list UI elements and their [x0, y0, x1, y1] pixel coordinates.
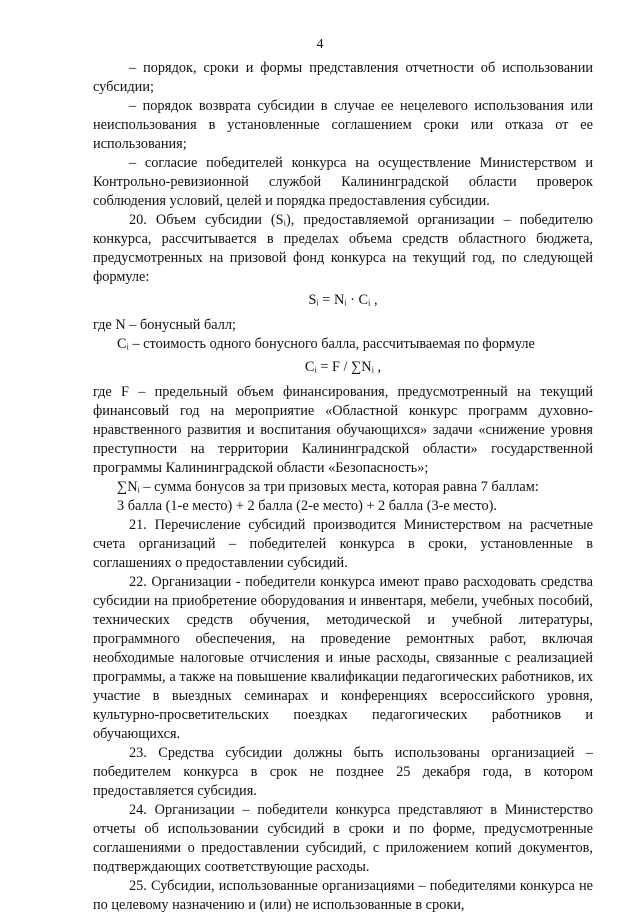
paragraph-item-21: 21. Перечисление субсидий производится Министерством на расчетные счета организаций – победителей конкурса в сроки, установленные в соглашениях о предоставлении субсидий. — [93, 517, 593, 571]
paragraph-consent-inspection: – согласие победителей конкурса на осуществление Министерством и Контрольно-ревизионной службой Калининградской области проверок соблюдения условий, целей и порядка предоставления субсидии. — [93, 155, 593, 209]
formula-cost: Cᵢ = F / ∑Nᵢ , — [304, 359, 382, 375]
document-body — [93, 59, 593, 915]
definition-sum-n: ∑Nᵢ – сумма бонусов за три призовых места, которая равна 7 баллам: — [117, 479, 539, 495]
paragraph-item-24: 24. Организации – победители конкурса представляют в Министерство отчеты об использовании субсидий в сроки и по форме, предусмотренные соглашениями о предоставлении субсидий, с приложением копий документов, подтверждающих соответствующие расходы. — [93, 802, 593, 875]
page-number: 4 — [316, 37, 324, 52]
formula-subsidy: Sᵢ = Nᵢ · Cᵢ , — [308, 292, 378, 308]
bonus-breakdown: 3 балла (1-е место) + 2 балла (2-е место) + 2 балла (3-е место). — [117, 498, 497, 514]
definition-n: где N – бонусный балл; — [93, 317, 237, 333]
definition-f: где F – предельный объем финансирования, предусмотренный на текущий финансовый год на мероприятие «Областной конкурс программ духовно-нравственного развития и воспитания обучающихся» задачи «снижение уровня преступности на территории Калининградской области» государственной программы Калининградской области «Безопасность»; — [93, 384, 593, 476]
paragraph-item-22: 22. Организации - победители конкурса имеют право расходовать средства субсидии на приобретение оборудования и инвентаря, мебели, учебных пособий, технических средств обучения, методической и учебной литературы, программного обеспечения, на проведение ремонтных работ, включая необходимые налоговые отчисления и иные расходы, связанные с реализацией программы, а также на повышение квалификации педагогических работников, их участие в выездных семинарах и конференциях всероссийского уровня, культурно-просветительских поездках педагогических работников и обучающихся. — [93, 574, 593, 742]
paragraph-item-25: 25. Субсидии, использованные организациями – победителями конкурса не по целевому назначению и (или) не использованные в сроки, — [93, 878, 593, 913]
paragraph-item-23: 23. Средства субсидии должны быть использованы организацией – победителем конкурса в срок не позднее 25 декабря года, в котором предоставляется субсидия. — [93, 745, 593, 799]
definition-c: Cᵢ – стоимость одного бонусного балла, рассчитываемая по формуле — [117, 336, 535, 352]
paragraph-return-order: – порядок возврата субсидии в случае ее нецелевого использования или неиспользования в установленные соглашением сроки или отказа от ее использования; — [93, 98, 593, 152]
paragraph-item-20: 20. Объем субсидии (Sᵢ), предоставляемой организации – победителю конкурса, рассчитывается в пределах объема средств областного бюджета, предусмотренных на призовой фонд конкурса на текущий год, по следующей формуле: — [93, 212, 593, 285]
paragraph-reporting-order: – порядок, сроки и формы представления отчетности об использовании субсидии; — [93, 60, 593, 95]
